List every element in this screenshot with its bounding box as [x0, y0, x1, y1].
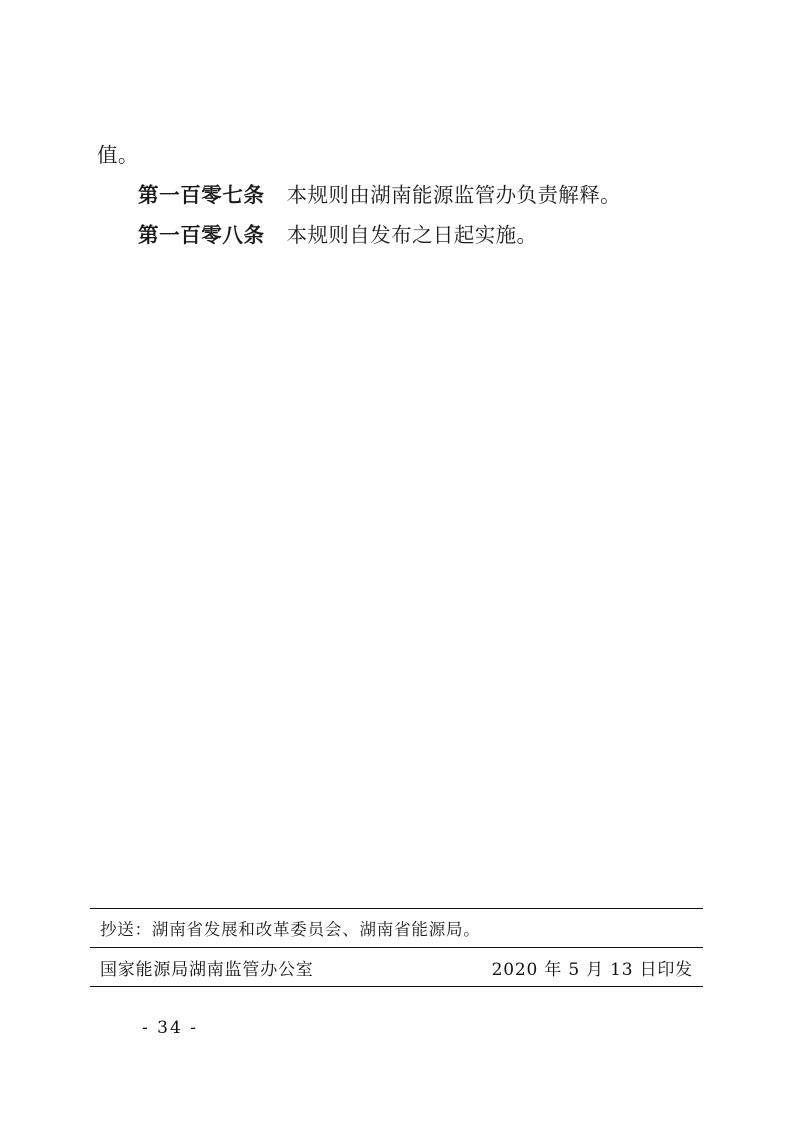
article-108 [97, 215, 707, 255]
article-107-text: 本规则由湖南能源监管办负责解释。 [286, 183, 622, 207]
article-107-label: 第一百零七条 [138, 183, 265, 207]
footer-issuer: 国家能源局湖南监管办公室 [100, 959, 314, 980]
article-108-label: 第一百零八条 [138, 223, 265, 247]
document-body [97, 135, 707, 255]
document-footer [90, 908, 703, 987]
footer-cc-label: 抄送：湖南省发展和改革委员会、湖南省能源局。 [100, 920, 481, 939]
footer-cc-row [90, 909, 703, 947]
footer-issuer-row [90, 948, 703, 986]
body-paragraph-continuation [97, 135, 707, 175]
page-number: - 34 - [142, 1018, 198, 1038]
article-108-text: 本规则自发布之日起实施。 [286, 223, 538, 247]
footer-bottom-rule [90, 986, 703, 987]
body-text: 值。 [97, 143, 139, 167]
article-107 [97, 175, 707, 215]
footer-date: 2020 年 5 月 13 日印发 [491, 959, 693, 980]
